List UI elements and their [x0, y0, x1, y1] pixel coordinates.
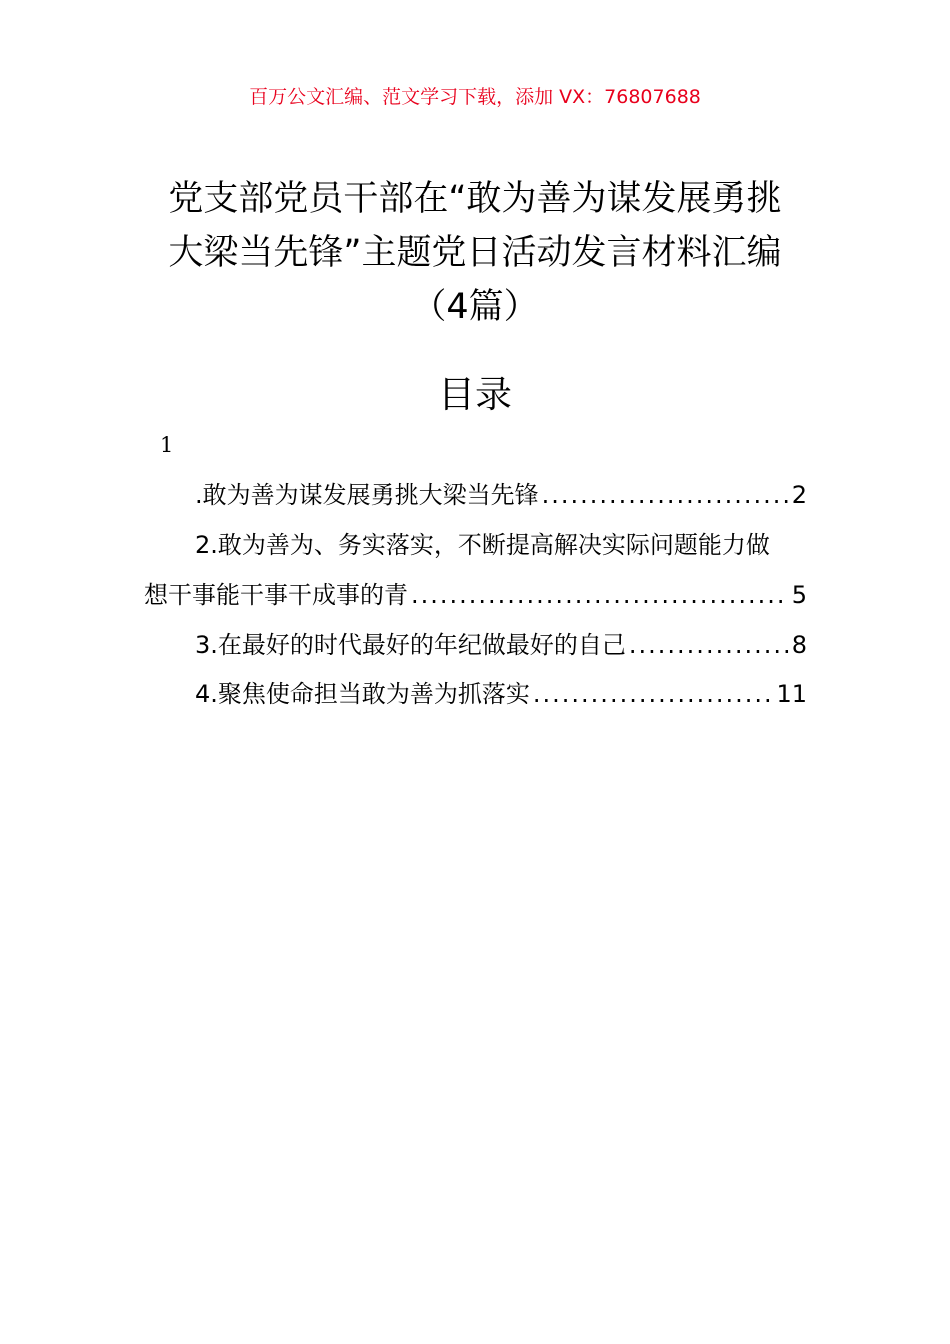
title-line-3: （4篇） [411, 287, 539, 327]
header-watermark-note: 百万公文汇编、范文学习下载，添加 VX：76807688 [249, 86, 701, 108]
toc-entry-title: .敢为善为谋发展勇挑大梁当先锋 [195, 481, 539, 509]
toc-entry-page: 2 [791, 481, 807, 509]
toc-first-number: 1 [160, 433, 174, 457]
document-title [140, 172, 810, 334]
toc-entry-4[interactable] [195, 677, 807, 711]
toc-entry-title: 3.在最好的时代最好的年纪做最好的自己 [195, 631, 626, 659]
toc-entry-2-line-2[interactable] [144, 578, 807, 612]
toc-entry-page: 11 [776, 680, 807, 708]
toc-entry-2-line-1[interactable] [195, 528, 770, 562]
title-line-1: 党支部党员干部在“敢为善为谋发展勇挑 [168, 179, 782, 219]
toc-leader-dots [629, 628, 789, 662]
toc-entry-title: 4.聚焦使命担当敢为善为抓落实 [195, 680, 530, 708]
toc-leader-dots [533, 677, 774, 711]
toc-entry-3[interactable] [195, 628, 807, 662]
toc-entry-title-continued: 想干事能干事干成事的青 [144, 581, 408, 609]
toc-leader-dots [411, 578, 789, 612]
title-line-2: 大梁当先锋”主题党日活动发言材料汇编 [168, 233, 782, 273]
toc-entry-page: 8 [791, 631, 807, 659]
toc-entry-title: 2.敢为善为、务实落实，不断提高解决实际问题能力做 [195, 531, 770, 559]
toc-entry-page: 5 [791, 581, 807, 609]
toc-entry-1[interactable] [195, 478, 807, 512]
toc-leader-dots [542, 478, 789, 512]
toc-heading: 目录 [438, 373, 512, 416]
